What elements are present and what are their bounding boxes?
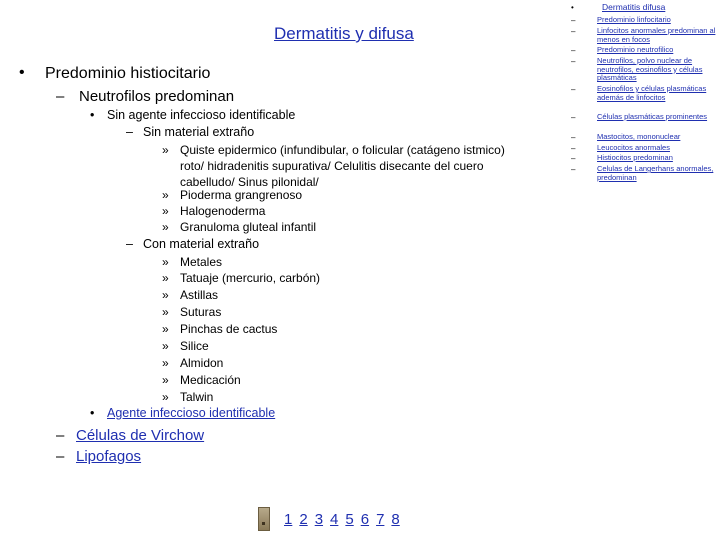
bullet-marker: • <box>90 108 95 122</box>
list-item: cabelludo/ Sinus pilonidal/ <box>180 175 319 189</box>
outline-level3-text: Sin agente infeccioso identificable <box>107 108 296 122</box>
dash-marker: – <box>126 125 133 139</box>
list-item: Metales <box>180 255 223 269</box>
dash-marker: – <box>571 27 576 36</box>
raquo-marker: » <box>162 188 169 202</box>
page-link-5[interactable]: 5 <box>345 510 354 528</box>
page-link-3[interactable]: 3 <box>314 510 324 528</box>
dash-marker: – <box>126 237 133 251</box>
outline-item-link[interactable]: Predominio neutrofilico <box>597 45 674 54</box>
outline-item-link[interactable]: Neutrofilos, polvo nuclear de neutrofilos, eosinofilos y células plasmáticas <box>597 56 703 83</box>
raquo-marker: » <box>162 305 169 319</box>
dash-marker: – <box>571 16 576 25</box>
page-link-8[interactable]: 8 <box>391 510 400 528</box>
outline-level2-text: Neutrofilos predominan <box>79 88 235 105</box>
list-item: Suturas <box>180 305 222 319</box>
celulas-virchow-link[interactable]: Células de Virchow <box>76 427 205 444</box>
list-item: Halogenoderma <box>180 204 266 218</box>
page-link-4[interactable]: 4 <box>330 510 339 528</box>
slide-thumbnail-icon[interactable] <box>258 507 270 531</box>
outline-header-link[interactable]: Dermatitis difusa <box>602 2 666 12</box>
list-item: Granuloma gluteal infantil <box>180 220 317 234</box>
raquo-marker: » <box>162 339 169 353</box>
list-item: Almidon <box>180 356 224 370</box>
outline-item-link[interactable]: Predominio linfocitario <box>597 15 671 24</box>
outline-pane <box>571 0 720 540</box>
outline-level4-text: Sin material extraño <box>143 125 255 139</box>
raquo-marker: » <box>162 271 169 285</box>
slide-title[interactable]: Dermatitis y difusa <box>274 24 414 43</box>
lipofagos-link[interactable]: Lipofagos <box>76 448 142 465</box>
outline-item-link[interactable]: Leucocitos anormales <box>597 143 670 152</box>
page-link-2[interactable]: 2 <box>299 510 308 528</box>
raquo-marker: » <box>162 322 169 336</box>
outline-item-link[interactable]: Células plasmáticas prominentes <box>597 112 708 121</box>
page-link-6[interactable]: 6 <box>360 510 370 528</box>
list-item: Astillas <box>180 288 219 302</box>
dash-marker: – <box>571 154 576 163</box>
outline-level1-text: Predominio histiocitario <box>45 65 211 82</box>
list-item: Tatuaje (mercurio, carbón) <box>180 271 321 285</box>
agente-infeccioso-link[interactable]: Agente infeccioso identificable <box>107 406 276 420</box>
raquo-marker: » <box>162 356 169 370</box>
list-item: Pinchas de cactus <box>180 322 278 336</box>
dash-marker: – <box>571 57 576 66</box>
outline-item-link[interactable]: Eosinofilos y células plasmáticas además de linfocitos <box>597 84 707 102</box>
dash-marker: – <box>56 88 65 105</box>
outline-item-link[interactable]: Linfocitos anormales predominan al menos en focos <box>597 26 716 44</box>
bullet-marker: • <box>90 406 95 420</box>
raquo-marker: » <box>162 143 169 157</box>
bullet-marker: • <box>19 64 25 81</box>
list-item: Pioderma grangrenoso <box>180 188 303 202</box>
page-link-7[interactable]: 7 <box>376 510 385 528</box>
dash-marker: – <box>56 448 65 465</box>
dash-marker: – <box>571 165 576 174</box>
outline-item-link[interactable]: Histiocitos predominan <box>597 153 673 162</box>
dash-marker: – <box>571 144 576 153</box>
outline-level4-text: Con material extraño <box>143 237 260 251</box>
page-link-1[interactable]: 1 <box>284 510 293 528</box>
outline-item-link[interactable]: Celulas de Langerhans anormales, predominan <box>597 164 714 182</box>
list-item: Medicación <box>180 373 241 387</box>
dash-marker: – <box>56 427 65 444</box>
page-navigation <box>258 508 407 530</box>
dash-marker: – <box>571 85 576 94</box>
raquo-marker: » <box>162 220 169 234</box>
list-item: Quiste epidermico (infundibular, o folicular (catágeno istmico) <box>180 143 505 157</box>
dash-marker: – <box>571 46 576 55</box>
raquo-marker: » <box>162 288 169 302</box>
raquo-marker: » <box>162 204 169 218</box>
list-item: Silice <box>180 339 209 353</box>
raquo-marker: » <box>162 255 169 269</box>
raquo-marker: » <box>162 390 169 404</box>
outline-item-link[interactable]: Mastocitos, mononuclear <box>597 132 681 141</box>
dash-marker: – <box>571 113 576 122</box>
list-item: roto/ hidradenitis supurativa/ Celulitis disecante del cuero <box>180 159 484 173</box>
raquo-marker: » <box>162 373 169 387</box>
bullet-marker: • <box>571 3 574 12</box>
list-item: Talwin <box>180 390 214 404</box>
dash-marker: – <box>571 133 576 142</box>
